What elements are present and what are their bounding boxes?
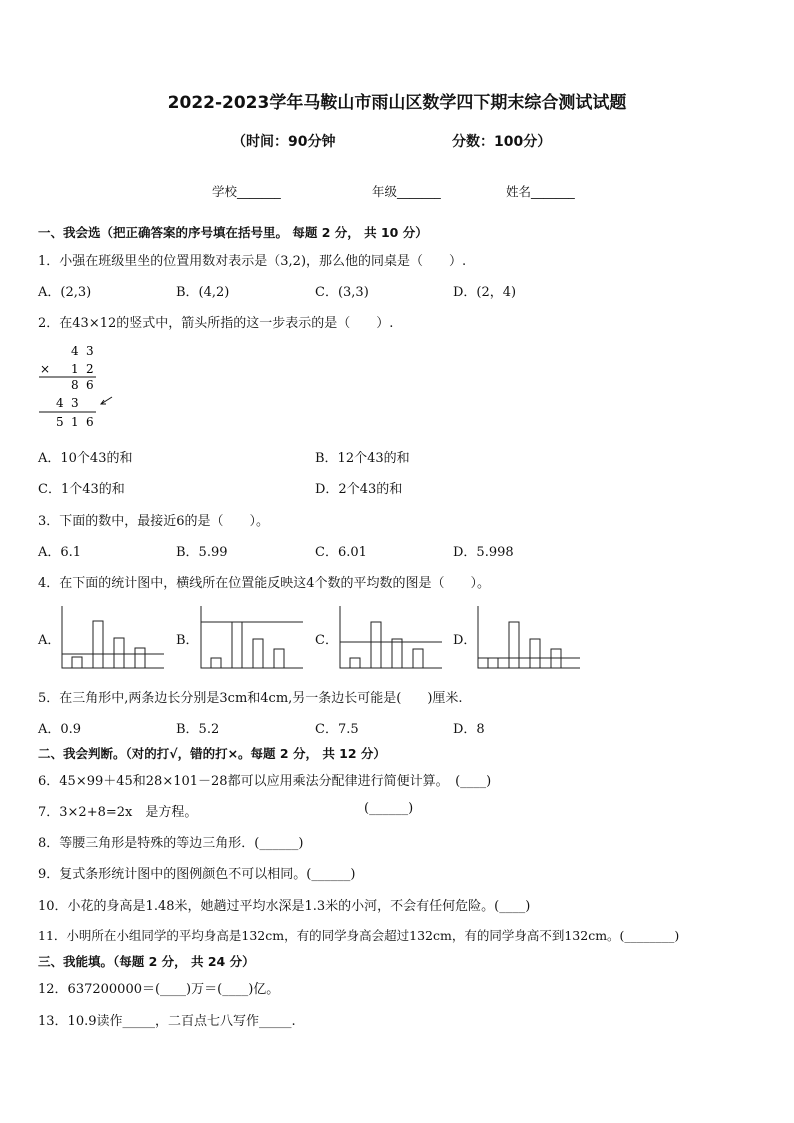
q2-option-c[interactable]: C．1个43的和 [38, 482, 125, 497]
q3-option-b[interactable]: B．5.99 [176, 545, 228, 560]
q5-option-a[interactable]: A．0.9 [38, 722, 82, 737]
calc-digit: 2 [86, 362, 94, 376]
bar-chart-d [474, 604, 584, 670]
calc-digit: 4 [56, 396, 64, 410]
judge-item-7: 7．3×2+8=2x 是方程。 [38, 805, 198, 820]
q5-option-d[interactable]: D．8 [453, 722, 485, 737]
question-2: 2．在43×12的竖式中，箭头所指的这一步表示的是（ ）. [38, 316, 394, 331]
calc-digit: 4 [71, 344, 79, 358]
grade-field[interactable]: 年级_______ [372, 184, 441, 199]
exam-score: 分数：100分） [452, 134, 552, 150]
calc-digit: 3 [71, 396, 79, 410]
section-heading-choice: 一、我会选（把正确答案的序号填在括号里。 每题 2 分， 共 10 分） [38, 225, 428, 240]
calc-digit: 1 [71, 415, 79, 429]
arrow-icon [101, 397, 112, 404]
q3-option-a[interactable]: A．6.1 [38, 545, 82, 560]
calc-times: × [40, 362, 51, 376]
page-title: 2022-2023学年马鞍山市雨山区数学四下期末综合测试试题 [167, 93, 627, 113]
exam-time: （时间：90分钟 [232, 134, 336, 150]
q3-option-c[interactable]: C．6.01 [315, 545, 367, 560]
q5-option-c[interactable]: C．7.5 [315, 722, 359, 737]
name-field[interactable]: 姓名_______ [506, 184, 575, 199]
fill-item-13: 13．10.9读作_____，二百点七八写作_____. [38, 1014, 296, 1029]
q4-option-d[interactable]: D． [453, 633, 477, 648]
q1-option-b[interactable]: B．(4,2) [176, 285, 230, 300]
judge-item-6: 6．45×99＋45和28×101－28都可以应用乘法分配律进行简便计算。 (____) [38, 774, 492, 789]
q1-option-a[interactable]: A．(2,3) [38, 285, 92, 300]
q1-option-c[interactable]: C．(3,3) [315, 285, 369, 300]
q4-option-a[interactable]: A． [38, 633, 61, 648]
calc-digit: 3 [86, 344, 94, 358]
q2-option-a[interactable]: A．10个43的和 [38, 451, 133, 466]
q3-option-d[interactable]: D．5.998 [453, 545, 514, 560]
q4-option-b[interactable]: B． [176, 633, 199, 648]
q4-option-c[interactable]: C． [315, 633, 338, 648]
calc-digit: 1 [71, 362, 79, 376]
judge-item-11: 11．小明所在小组同学的平均身高是132cm，有的同学身高会超过132cm，有的同学身高不到132cm。(________) [38, 928, 680, 943]
question-3: 3．下面的数中，最接近6的是（ ）。 [38, 514, 270, 529]
calc-digit: 5 [56, 415, 64, 429]
question-5: 5．在三角形中,两条边长分别是3cm和4cm,另一条边长可能是( )厘米. [38, 691, 463, 706]
q2-option-b[interactable]: B．12个43的和 [315, 451, 410, 466]
calc-digit: 6 [86, 378, 94, 392]
fill-item-12: 12．637200000＝(____)万＝(____)亿。 [38, 982, 280, 997]
vertical-multiplication [36, 340, 116, 432]
q5-option-b[interactable]: B．5.2 [176, 722, 220, 737]
school-field[interactable]: 学校_______ [212, 184, 281, 199]
section-heading-judge: 二、我会判断。（对的打√，错的打×。每题 2 分， 共 12 分） [38, 746, 386, 761]
judge-item-10: 10．小花的身高是1.48米，她趟过平均水深是1.3米的小河，不会有任何危险。(____) [38, 899, 531, 914]
question-1: 1．小强在班级里坐的位置用数对表示是（3,2)，那么他的同桌是（ ）. [38, 254, 467, 269]
bar-chart-b [197, 604, 307, 670]
bar-chart-a [58, 604, 168, 670]
calc-digit: 6 [86, 415, 94, 429]
section-heading-fill: 三、我能填。（每题 2 分， 共 24 分） [38, 954, 255, 969]
q2-option-d[interactable]: D．2个43的和 [315, 482, 403, 497]
judge-item-8: 8．等腰三角形是特殊的等边三角形．(______) [38, 836, 304, 851]
calc-digit: 8 [71, 378, 79, 392]
judge-answer-7[interactable]: (______) [364, 801, 414, 816]
judge-item-9: 9．复式条形统计图中的图例颜色不可以相同。(______) [38, 867, 356, 882]
q1-option-d[interactable]: D．(2，4) [453, 285, 517, 300]
question-4: 4．在下面的统计图中，横线所在位置能反映这4个数的平均数的图是（ ）。 [38, 576, 491, 591]
bar-chart-c [336, 604, 446, 670]
